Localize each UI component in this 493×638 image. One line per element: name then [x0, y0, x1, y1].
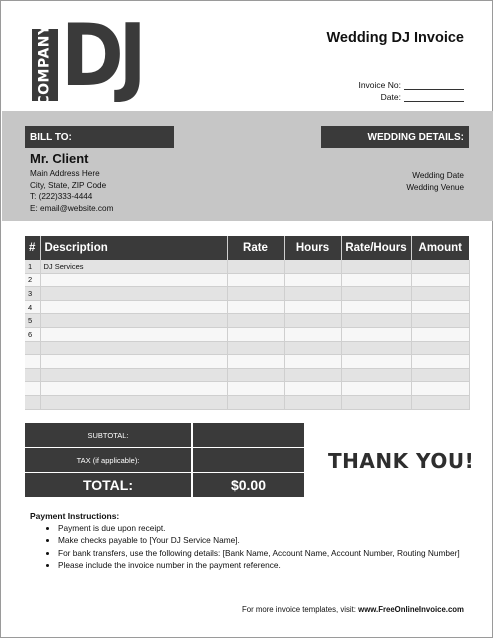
cell-number[interactable]: 2 [25, 273, 40, 287]
table-row [25, 300, 469, 314]
cell-rate-hours[interactable] [341, 382, 411, 396]
date-field[interactable] [381, 92, 464, 102]
cell-rate-hours[interactable] [341, 273, 411, 287]
wedding-details-block [406, 170, 464, 193]
cell-rate[interactable] [227, 382, 284, 396]
cell-description[interactable] [40, 314, 227, 328]
client-name: Mr. Client [30, 151, 89, 166]
payment-instructions-title: Payment Instructions: [30, 511, 120, 521]
cell-rate-hours[interactable] [341, 355, 411, 369]
cell-rate[interactable] [227, 314, 284, 328]
payment-instruction-item: • Please include the invoice number in the payment reference. [58, 559, 493, 571]
wedding-date: Wedding Date [412, 171, 464, 180]
cell-description[interactable] [40, 395, 227, 409]
table-row [25, 314, 469, 328]
cell-number[interactable] [25, 395, 40, 409]
cell-number[interactable] [25, 382, 40, 396]
cell-rate-hours[interactable] [341, 327, 411, 341]
table-row [25, 260, 469, 273]
subtotal-value[interactable] [193, 423, 304, 447]
cell-number[interactable] [25, 368, 40, 382]
cell-amount[interactable] [411, 382, 469, 396]
client-email: E: email@website.com [30, 203, 114, 213]
cell-hours[interactable] [284, 300, 341, 314]
cell-hours[interactable] [284, 327, 341, 341]
cell-amount[interactable] [411, 260, 469, 273]
payment-instruction-item: • Payment is due upon receipt. [58, 522, 493, 534]
cell-rate[interactable] [227, 368, 284, 382]
cell-hours[interactable] [284, 287, 341, 301]
cell-amount[interactable] [411, 395, 469, 409]
col-header-number: # [25, 236, 40, 260]
cell-rate[interactable] [227, 260, 284, 273]
invoice-number-line[interactable] [404, 81, 464, 90]
tax-label: TAX (if applicable): [25, 448, 191, 472]
bill-to-header: BILL TO: [25, 126, 174, 148]
table-row [25, 382, 469, 396]
totals-block [25, 423, 305, 498]
cell-hours[interactable] [284, 260, 341, 273]
wedding-venue: Wedding Venue [406, 182, 464, 192]
company-logo-vertical [32, 24, 58, 106]
cell-number[interactable] [25, 341, 40, 355]
cell-rate-hours[interactable] [341, 287, 411, 301]
cell-number[interactable]: 6 [25, 327, 40, 341]
cell-rate[interactable] [227, 355, 284, 369]
table-row [25, 368, 469, 382]
cell-amount[interactable] [411, 287, 469, 301]
client-address-block [30, 168, 113, 214]
cell-number[interactable]: 1 [25, 260, 40, 273]
payment-instruction-item: • For bank transfers, use the following details: [Bank Name, Account Name, Account Number, Routing Number] [58, 547, 493, 559]
invoice-number-field[interactable] [358, 80, 464, 90]
table-row [25, 395, 469, 409]
cell-description[interactable] [40, 341, 227, 355]
table-row [25, 341, 469, 355]
payment-instruction-item: • Make checks payable to [Your DJ Service Name]. [58, 534, 493, 546]
col-header-amount: Amount [411, 236, 469, 260]
cell-description[interactable] [40, 327, 227, 341]
cell-number[interactable] [25, 355, 40, 369]
cell-number[interactable]: 3 [25, 287, 40, 301]
col-header-rate-hours: Rate/Hours [341, 236, 411, 260]
cell-rate[interactable] [227, 300, 284, 314]
cell-rate[interactable] [227, 273, 284, 287]
cell-hours[interactable] [284, 395, 341, 409]
table-row [25, 327, 469, 341]
cell-rate-hours[interactable] [341, 314, 411, 328]
cell-hours[interactable] [284, 382, 341, 396]
cell-amount[interactable] [411, 341, 469, 355]
cell-description[interactable]: DJ Services [40, 260, 227, 273]
cell-hours[interactable] [284, 341, 341, 355]
client-phone: T: (222)333-4444 [30, 192, 93, 201]
cell-rate-hours[interactable] [341, 368, 411, 382]
cell-hours[interactable] [284, 355, 341, 369]
cell-description[interactable] [40, 382, 227, 396]
table-row [25, 355, 469, 369]
payment-instructions-list [30, 522, 493, 572]
cell-rate-hours[interactable] [341, 395, 411, 409]
cell-amount[interactable] [411, 273, 469, 287]
total-value: $0.00 [193, 473, 304, 497]
tax-row [25, 448, 305, 472]
table-header-row [25, 236, 469, 260]
total-label: TOTAL: [25, 473, 191, 497]
footer-link[interactable]: www.FreeOnlineInvoice.com [358, 605, 464, 614]
cell-number[interactable]: 5 [25, 314, 40, 328]
cell-amount[interactable] [411, 314, 469, 328]
date-label: Date: [380, 92, 401, 102]
cell-rate[interactable] [227, 341, 284, 355]
cell-rate[interactable] [227, 395, 284, 409]
footer [242, 605, 464, 614]
cell-amount[interactable] [411, 368, 469, 382]
subtotal-row [25, 423, 305, 447]
table-row [25, 287, 469, 301]
cell-number[interactable]: 4 [25, 300, 40, 314]
footer-text: For more invoice templates, visit: [242, 605, 359, 614]
cell-amount[interactable] [411, 300, 469, 314]
thank-you-text: THANK YOU! [328, 449, 475, 473]
cell-amount[interactable] [411, 355, 469, 369]
cell-hours[interactable] [284, 368, 341, 382]
subtotal-label: SUBTOTAL: [25, 423, 191, 447]
cell-rate[interactable] [227, 287, 284, 301]
cell-amount[interactable] [411, 327, 469, 341]
cell-rate[interactable] [227, 327, 284, 341]
dj-logo: DJ [61, 6, 142, 106]
cell-description[interactable] [40, 287, 227, 301]
cell-hours[interactable] [284, 314, 341, 328]
date-line[interactable] [404, 93, 464, 102]
invoice-number-label: Invoice No: [358, 80, 401, 90]
invoice-title: Wedding DJ Invoice [326, 30, 464, 46]
line-items-table [25, 236, 470, 410]
cell-description[interactable] [40, 368, 227, 382]
col-header-description: Description [40, 236, 227, 260]
client-city: City, State, ZIP Code [30, 180, 107, 190]
client-address: Main Address Here [30, 169, 100, 178]
company-logo-text: COMPANY [37, 24, 53, 106]
cell-rate-hours[interactable] [341, 260, 411, 273]
cell-rate-hours[interactable] [341, 341, 411, 355]
cell-description[interactable] [40, 300, 227, 314]
wedding-details-header: WEDDING DETAILS: [321, 126, 469, 148]
table-row [25, 273, 469, 287]
cell-rate-hours[interactable] [341, 300, 411, 314]
cell-description[interactable] [40, 355, 227, 369]
total-row [25, 473, 305, 497]
tax-value[interactable] [193, 448, 304, 472]
cell-description[interactable] [40, 273, 227, 287]
col-header-hours: Hours [284, 236, 341, 260]
col-header-rate: Rate [227, 236, 284, 260]
cell-hours[interactable] [284, 273, 341, 287]
